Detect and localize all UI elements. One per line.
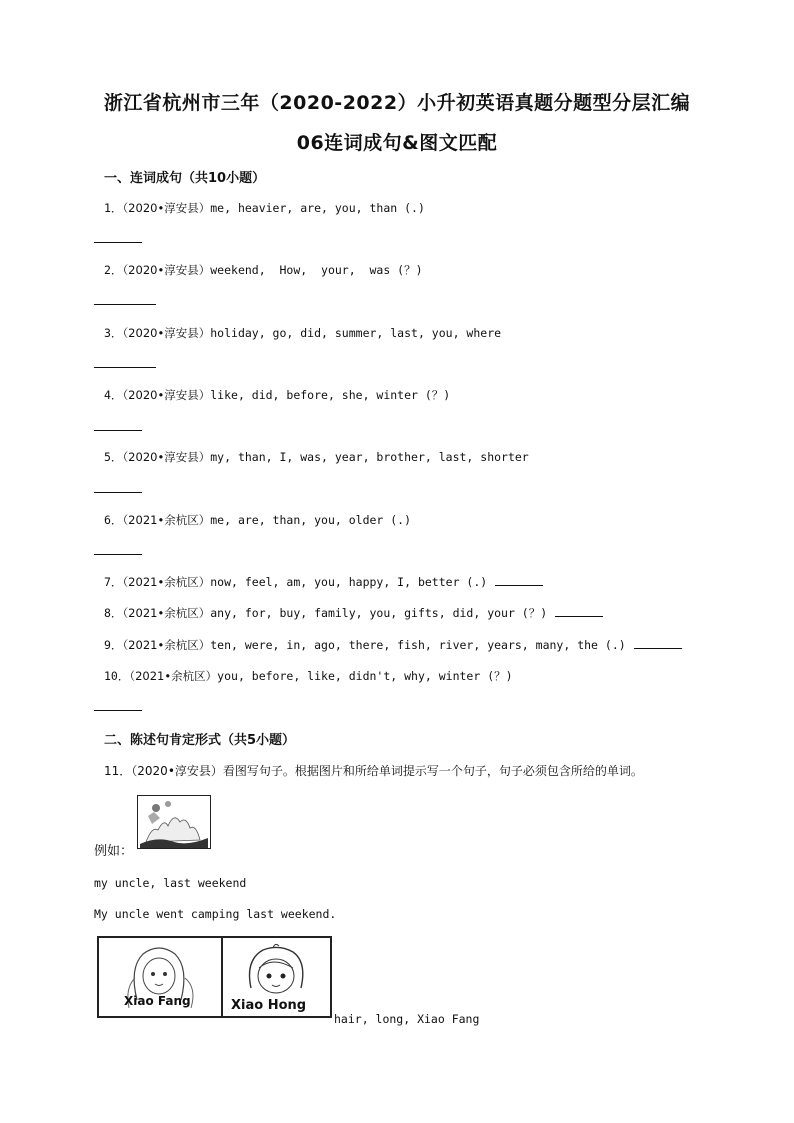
question-5: 5．（2020•淳安县）my, than, I, was, year, brother, last, shorter <box>104 450 529 464</box>
example-label: 例如： <box>94 844 134 859</box>
answer-blank-9[interactable] <box>634 648 682 649</box>
answer-blank-4[interactable] <box>94 430 142 431</box>
answer-blank-1[interactable] <box>94 242 142 243</box>
example-answer: My uncle went camping last weekend. <box>94 907 337 921</box>
answer-blank-7[interactable] <box>495 585 543 586</box>
question-1: 1．（2020•淳安县）me, heavier, are, you, than (.) <box>104 201 425 215</box>
xiao-fang-caption: Xiao Fang <box>124 994 191 1008</box>
answer-blank-10[interactable] <box>94 710 142 711</box>
section-heading-2: 二、陈述句肯定形式（共5小题） <box>104 733 296 748</box>
xiao-hong-caption: Xiao Hong <box>231 998 307 1013</box>
document-subtitle: 06连词成句&图文匹配 <box>296 132 498 154</box>
answer-blank-2[interactable] <box>94 304 156 305</box>
answer-blank-5[interactable] <box>94 492 142 493</box>
question-7: 7．（2021•余杭区）now, feel, am, you, happy, I, better (.) <box>104 574 543 590</box>
question-8: 8．（2021•余杭区）any, for, buy, family, you, gifts, did, your (？) <box>104 605 603 621</box>
question-9: 9．（2021•余杭区）ten, were, in, ago, there, fish, river, years, many, the (.) <box>104 637 682 653</box>
section-heading-1: 一、连词成句（共10小题） <box>104 171 266 186</box>
question-3: 3．（2020•淳安县）holiday, go, did, summer, last, you, where <box>104 326 502 340</box>
question-6: 6．（2021•余杭区）me, are, than, you, older (.) <box>104 513 412 527</box>
document-title: 浙江省杭州市三年（2020-2022）小升初英语真题分题型分层汇编 <box>103 92 691 114</box>
question-hint: hair, long, Xiao Fang <box>334 1012 480 1026</box>
answer-blank-8[interactable] <box>555 616 603 617</box>
question-10: 10．（2021•余杭区）you, before, like, didn't, why, winter (？) <box>104 669 513 683</box>
question-4: 4．（2020•淳安县）like, did, before, she, winter (？) <box>104 388 451 402</box>
answer-blank-3[interactable] <box>94 367 156 368</box>
answer-blank-6[interactable] <box>94 554 142 555</box>
camping-example-image <box>137 795 211 849</box>
example-prompt: my uncle, last weekend <box>94 876 247 890</box>
question-2: 2．（2020•淳安县）weekend, How, your, was (？) <box>104 263 423 277</box>
question-11: 11．（2020•淳安县）看图写句子。根据图片和所给单词提示写一个句子，句子必须包含所给的单词。 <box>104 764 643 778</box>
